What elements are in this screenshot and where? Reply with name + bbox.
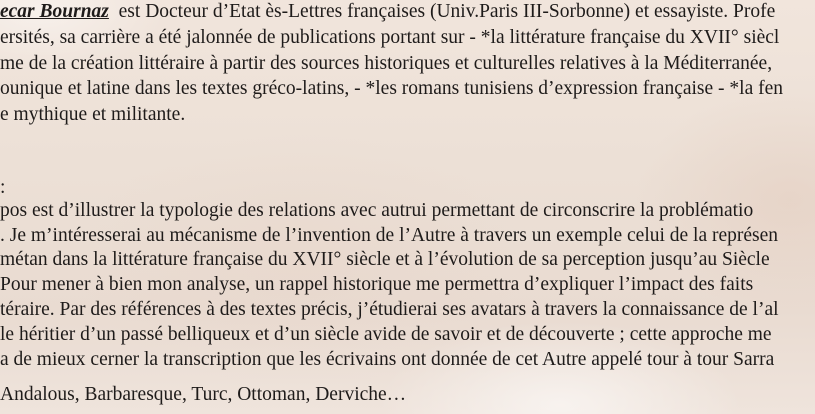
- abstract-line-7: a de mieux cerner la transcription que les écrivains ont donnée de cet Autre appelé tour à tour Sarra: [0, 349, 775, 370]
- abstract-line-8: Andalous, Barbaresque, Turc, Ottoman, Derviche…: [0, 384, 407, 405]
- abstract-line-5: téraire. Par des références à des textes précis, j’étudierai ses avatars à travers la connaissance de l’al: [0, 299, 779, 320]
- bio-line-1-text: est Docteur d’Etat ès-Lettres françaises (Univ.Paris III-Sorbonne) et essayiste. Profe: [108, 1, 776, 22]
- abstract-label: :: [0, 177, 6, 198]
- abstract-line-6: le héritier d’un passé belliqueux et d’un siècle avide de savoir et de découverte ; cette approche me: [0, 324, 772, 345]
- bio-line-3: me de la création littéraire à partir des sources historiques et culturelles relatives à la Méditerranée,: [0, 53, 773, 74]
- bio-line-4: ounique et latine dans les textes gréco-latins, - *les romans tunisiens d’expression française - *la fen: [0, 78, 784, 99]
- abstract-line-1: pos est d’illustrer la typologie des relations avec autrui permettant de circonscrire la problématio: [0, 200, 754, 221]
- abstract-line-2: . Je m’intéresserai au mécanisme de l’invention de l’Autre à travers un exemple celui de la représen: [0, 225, 779, 246]
- bio-line-2: ersités, sa carrière a été jalonnée de publications portant sur - *la littérature française du XVII° siècl: [0, 27, 780, 48]
- abstract-line-3: métan dans la littérature française du XVII° siècle et à l’évolution de sa perception jusqu’au Siècle: [0, 249, 770, 270]
- author-name: ecar Bournaz: [0, 1, 109, 22]
- bio-line-1: [0, 0, 775, 24]
- bio-line-5: e mythique et militante.: [0, 104, 186, 125]
- abstract-line-4: Pour mener à bien mon analyse, un rappel historique me permettra d’expliquer l’impact des faits: [0, 274, 754, 295]
